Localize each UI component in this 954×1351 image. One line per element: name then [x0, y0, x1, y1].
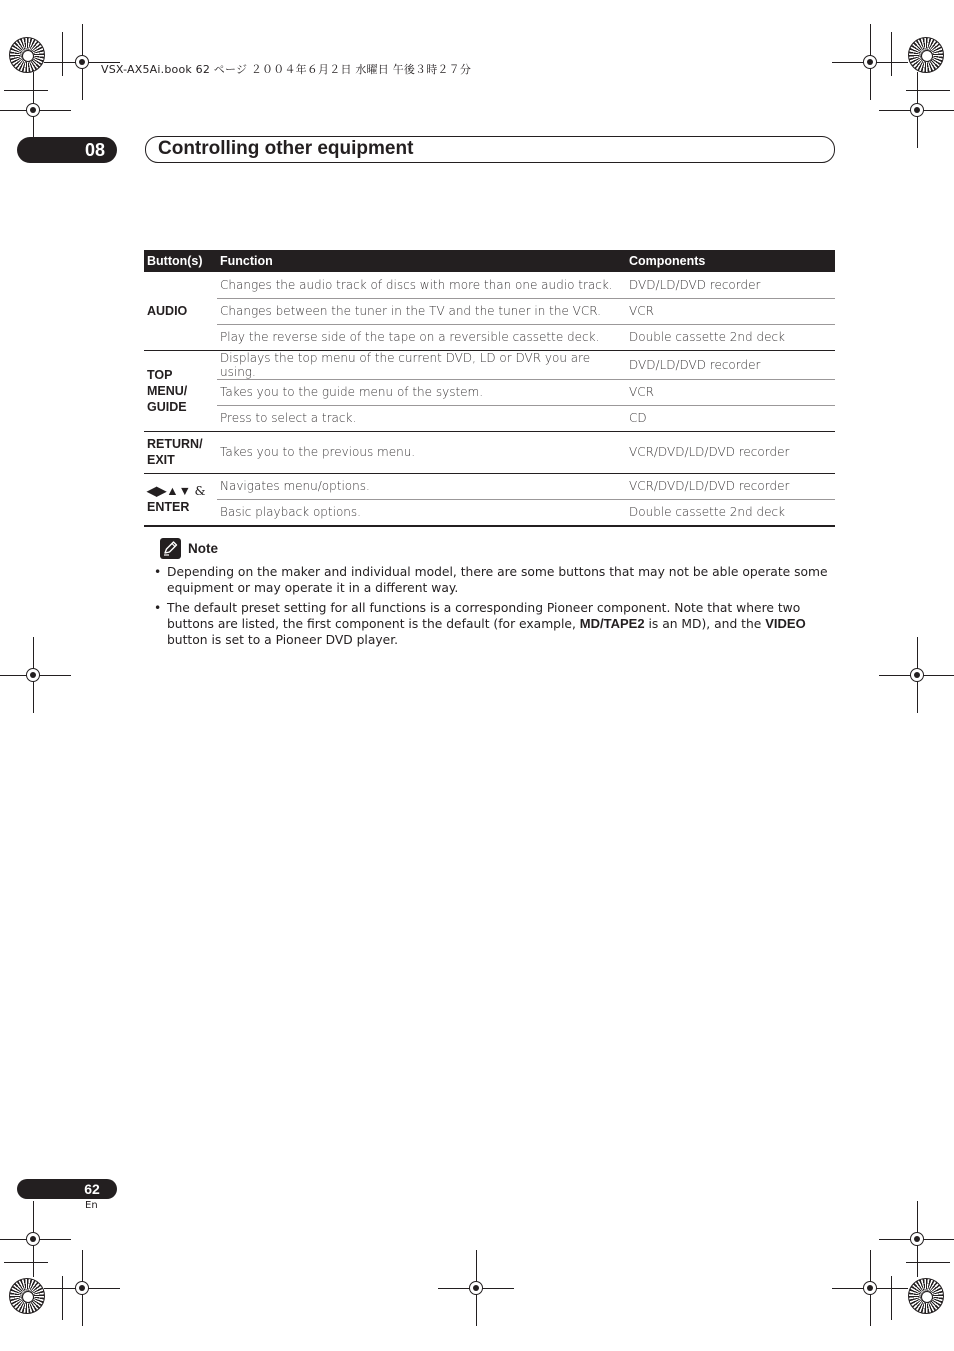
table-row	[144, 350, 835, 379]
ampersand-text: &	[194, 483, 206, 498]
registration-wheel-icon	[9, 1278, 45, 1314]
note-text: is an MD), and the	[644, 617, 766, 631]
function-cell: Navigates menu/options.	[217, 473, 626, 499]
components-cell: VCR/DVD/LD/DVD recorder	[626, 431, 835, 473]
table-row	[144, 298, 835, 324]
function-cell: Takes you to the previous menu.	[217, 431, 626, 473]
table-row	[144, 473, 835, 499]
registration-wheel-icon	[9, 37, 45, 73]
button-name-line: MENU/	[147, 383, 188, 398]
function-cell: Play the reverse side of the tape on a reversible cassette deck.	[217, 324, 626, 350]
crop-mark	[891, 1276, 892, 1320]
button-name-audio: AUDIO	[144, 272, 217, 350]
button-name-line: ENTER	[147, 500, 190, 514]
note-text: Depending on the maker and individual model, there are some buttons that may not be able operate some equipment or may operate it in a different way.	[167, 565, 828, 595]
chapter-title: Controlling other equipment	[158, 138, 414, 159]
arrow-keys-icon: ◀▶▲▼	[147, 484, 191, 498]
crop-mark	[62, 1276, 63, 1320]
button-name-line: GUIDE	[147, 399, 187, 414]
note-heading: Note	[188, 541, 218, 556]
components-cell: CD	[626, 405, 835, 431]
chapter-number: 08	[84, 139, 105, 160]
function-cell: Basic playback options.	[217, 499, 626, 526]
crop-mark	[4, 90, 48, 91]
function-cell: Takes you to the guide menu of the system.	[217, 379, 626, 405]
list-item	[153, 600, 837, 648]
note-text: button is set to a Pioneer DVD player.	[167, 633, 399, 647]
table-row	[144, 272, 835, 298]
registration-wheel-icon	[908, 1278, 944, 1314]
button-name-line: EXIT	[147, 453, 175, 467]
components-cell: VCR	[626, 298, 835, 324]
button-name-return-exit	[144, 431, 217, 473]
crop-mark	[62, 32, 63, 76]
function-cell: Displays the top menu of the current DVD, LD or DVR you are using.	[217, 350, 626, 379]
function-cell: Press to select a track.	[217, 405, 626, 431]
table-header-row	[144, 250, 835, 272]
function-cell: Changes the audio track of discs with more than one audio track.	[217, 272, 626, 298]
table-row	[144, 324, 835, 350]
components-cell: Double cassette 2nd deck	[626, 499, 835, 526]
components-cell: DVD/LD/DVD recorder	[626, 272, 835, 298]
pencil-note-icon	[160, 538, 181, 559]
list-item	[153, 564, 837, 596]
column-header-function: Function	[217, 250, 626, 272]
table-row	[144, 431, 835, 473]
button-name-line: RETURN/	[147, 437, 203, 451]
page-number: 62	[84, 1181, 100, 1197]
page-language: En	[85, 1200, 98, 1211]
button-name-line: TOP	[147, 367, 173, 382]
note-list	[153, 564, 837, 652]
components-cell: VCR/DVD/LD/DVD recorder	[626, 473, 835, 499]
table-row	[144, 379, 835, 405]
components-cell: DVD/LD/DVD recorder	[626, 350, 835, 379]
note-bold-term: MD/TAPE2	[579, 616, 645, 631]
file-info-line: VSX-AX5Ai.book 62 ページ ２００４年６月２日 水曜日 午後３時２７分	[101, 63, 472, 76]
page-number-tab	[17, 1179, 117, 1199]
function-cell: Changes between the tuner in the TV and the tuner in the VCR.	[217, 298, 626, 324]
table-row	[144, 405, 835, 431]
column-header-buttons: Button(s)	[144, 250, 217, 272]
button-name-top-menu-guide	[144, 350, 217, 431]
button-name-arrows-enter	[144, 473, 217, 526]
crop-mark	[4, 1262, 48, 1263]
table-row	[144, 499, 835, 526]
chapter-number-tab	[17, 137, 117, 163]
registration-wheel-icon	[908, 37, 944, 73]
column-header-components: Components	[626, 250, 835, 272]
crop-mark	[891, 32, 892, 76]
button-function-table	[144, 250, 835, 527]
components-cell: Double cassette 2nd deck	[626, 324, 835, 350]
crop-mark	[906, 90, 950, 91]
components-cell: VCR	[626, 379, 835, 405]
note-text: The default preset setting for all functions is a corresponding Pioneer component. Note that where two buttons are listed, the first component is the default (for example,	[167, 601, 801, 631]
note-bold-term: VIDEO	[765, 616, 806, 631]
crop-mark	[906, 1262, 950, 1263]
